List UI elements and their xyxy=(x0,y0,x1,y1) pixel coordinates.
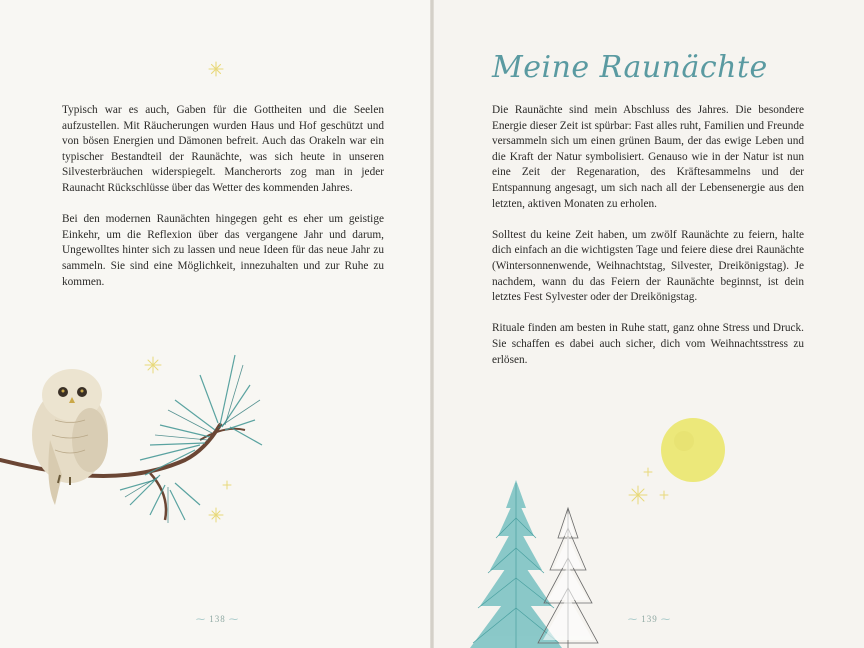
left-body-text xyxy=(62,103,384,306)
right-paragraph-3: Rituale finden am besten in Ruhe statt, ganz ohne Stress und Druck. Sie schaffen es dabei auch sicher, dich vom Weihnachtsstress zu erlösen. xyxy=(492,322,804,366)
owl-branch-illustration xyxy=(0,345,270,535)
page-title: Meine Raunächte xyxy=(492,50,768,85)
page-number-right-value: 139 xyxy=(641,614,658,624)
left-page xyxy=(0,0,431,648)
right-paragraph-2: Solltest du keine Zeit haben, um zwölf Raunächte zu feiern, halte dich einfach an die wichtigsten Tage und feiere diese drei Raunächte (Wintersonnenwende, Weihnachtstag, Silvester, Dreikönigstag). Je nachdem, wann du das Feiern der Raunächte beginnst, ist dein letztes Fest Sylvester oder der Dreikönigstag. xyxy=(492,228,804,304)
ornament-icon: ⁓ xyxy=(628,614,642,624)
ornament-icon: ⁓ xyxy=(225,614,239,624)
page-number-left xyxy=(196,614,239,625)
page-number-right xyxy=(628,614,671,625)
moon-illustration xyxy=(620,415,740,515)
ornament-icon: ⁓ xyxy=(196,614,210,624)
pine-trees-illustration xyxy=(458,478,608,648)
left-paragraph-1: Typisch war es auch, Gaben für die Gottheiten und die Seelen aufzustellen. Mit Räucherungen wurden Haus und Hof geschützt und von bösen Energien und Dämonen befreit. Auch das Orakeln war ein typischer Bestandteil der Raunächte, was sich heute in unseren Silvesterbräuchen widerspiegelt. Mancherorts zog man in jeder Raunacht Rückschlüsse über das Wetter des kommenden Jahres. xyxy=(62,104,384,194)
left-paragraph-2: Bei den modernen Raunächten hingegen geht es eher um geistige Einkehr, um die Reflexion über das vergangene Jahr und darum, Ungewolltes hinter sich zu lassen und neue Ideen für das neue Jahr zu sammeln. Sie sind eine Möglichkeit, innezuhalten und zur Ruhe zu kommen. xyxy=(62,213,384,288)
ornament-icon: ⁓ xyxy=(657,614,671,624)
page-number-left-value: 138 xyxy=(209,614,226,624)
right-body-text xyxy=(492,103,804,384)
right-paragraph-1: Die Raunächte sind mein Abschluss des Jahres. Die besondere Energie dieser Zeit ist spürbar: Fast alles ruht, Familien und Freunde versammeln sich um einen grünen Baum, der das ewige Leben und die Kraft der Natur symbolisiert. Genauso wie in der Natur ist nun eine Zeit der Regenaration, des Kräftesammelns und der Entspannung angesagt, um sich nach all der Lebensenergie aus den letzten, aktiven Monaten zu erholen. xyxy=(492,104,804,210)
sparkle-icon xyxy=(208,61,224,77)
